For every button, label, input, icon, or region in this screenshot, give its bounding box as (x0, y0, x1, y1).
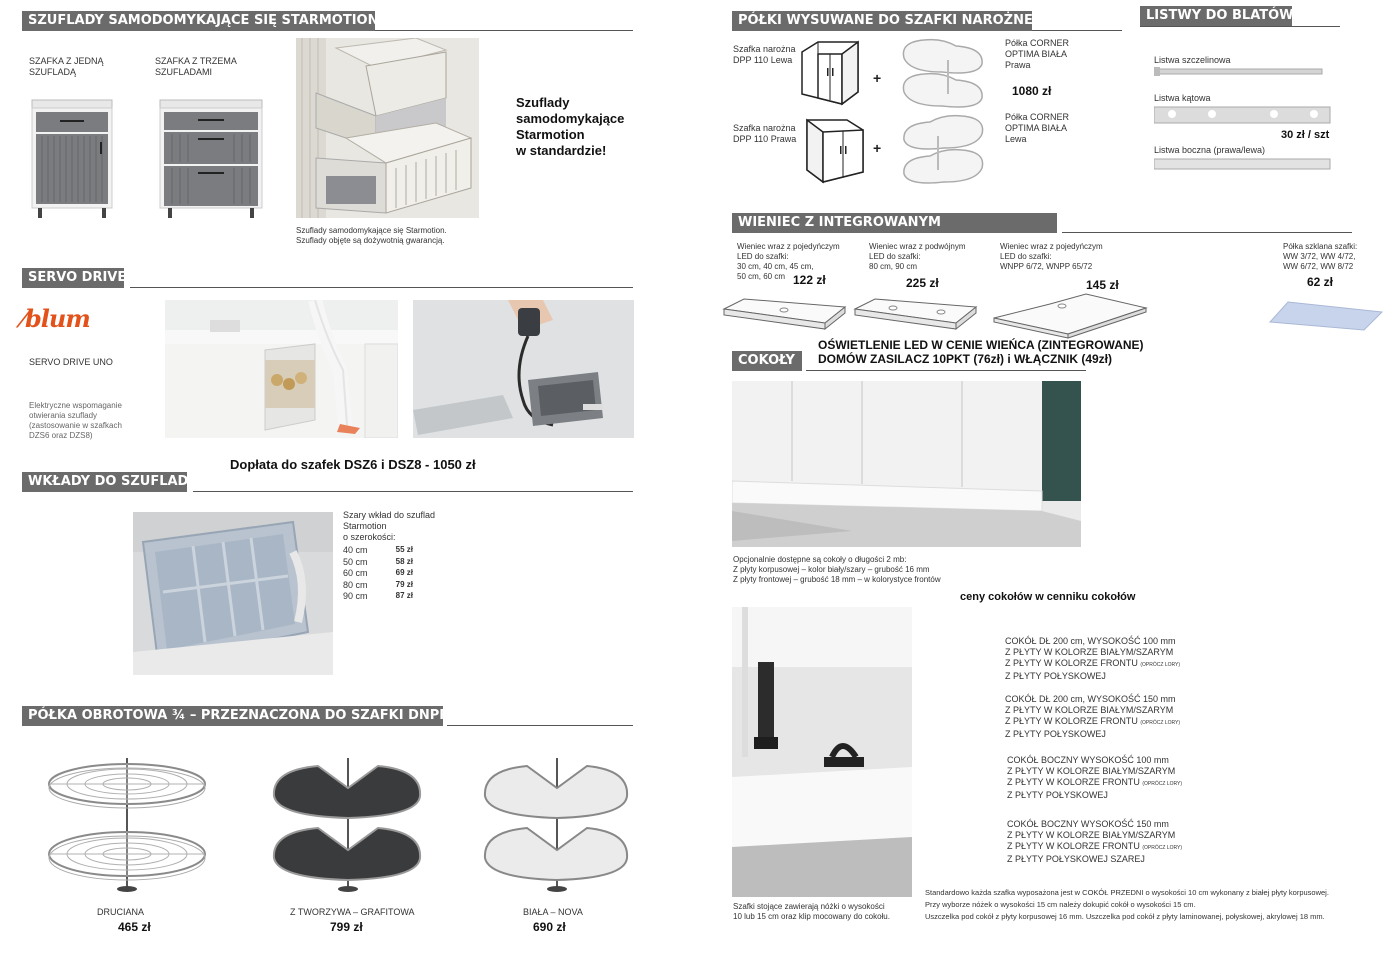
blum-logo (22, 304, 90, 333)
servo-surcharge: Dopłata do szafek DSZ6 i DSZ8 - 1050 zł (230, 457, 476, 472)
insert-price-row (343, 557, 413, 569)
carousel-white-label: BIAŁA – NOVA (523, 907, 583, 917)
servo-drive-description: Elektryczne wspomaganie otwierania szuflady (zastosowanie w szafkach DZS6 oraz DZS8) (29, 401, 122, 440)
insert-price-row (343, 580, 413, 592)
corner-shelf-price: 1080 zł (1012, 84, 1052, 98)
plinth-option (1007, 841, 1207, 854)
crown-single-led-price: 122 zł (793, 273, 826, 287)
carousel-wire-label: DRUCIANA (97, 907, 145, 917)
corner-cabinet-right-image (805, 118, 865, 186)
header-rule (375, 30, 633, 31)
section-header-szuflady: SZUFLADY SAMODOMYKAJĄCE SIĘ STARMOTION (22, 11, 375, 31)
plinth-option: Z PŁYTY POŁYSKOWEJ SZAREJ (1007, 854, 1145, 864)
servo-kitchen-photo (165, 300, 398, 438)
plinth-price-note: ceny cokołów w cenniku cokołów (960, 591, 1136, 603)
plinth-option: Z PŁYTY W KOLORZE BIAŁYM/SZARYM (1005, 705, 1174, 715)
section-header-wklady: WKŁADY DO SZUFLAD (22, 472, 187, 492)
plinth-group-title: COKÓŁ BOCZNY WYSOKOŚĆ 150 mm (1007, 819, 1169, 829)
starmotion-promo: Szuflady samodomykające Starmotion w standardzie! (516, 95, 625, 158)
plinth-option-exception: (OPRÓCZ LORY) (1140, 720, 1181, 726)
crown-double-led-desc: Wieniec wraz z podwójnym LED do szafki: 80 cm, 90 cm (869, 242, 966, 271)
insert-price-row (343, 591, 413, 603)
header-rule (130, 287, 633, 288)
servo-mechanism-photo (413, 300, 634, 438)
plinth-option: Z PŁYTY POŁYSKOWEJ (1005, 671, 1106, 681)
plinth-group (1007, 819, 1207, 865)
insert-price: 55 zł (395, 545, 413, 554)
header-rule (193, 491, 633, 492)
plinth-option: Z PŁYTY POŁYSKOWEJ (1007, 790, 1108, 800)
plinth-legs-photo (732, 607, 912, 897)
strip-corner-image (1154, 105, 1332, 125)
corner-cabinet-left-label: Szafka narożna DPP 110 Lewa (733, 44, 796, 65)
cabinet-one-drawer-label: SZAFKA Z JEDNĄ SZUFLADĄ (29, 56, 104, 77)
plinth-group-title: COKÓŁ DŁ 200 cm, WYSOKOŚĆ 150 mm (1005, 694, 1176, 704)
plinth-option (1005, 658, 1205, 671)
glass-shelf-image (1268, 298, 1384, 332)
carousel-graphite-image (268, 758, 426, 893)
carousel-graphite-label: Z TWORZYWA – GRAFITOWA (290, 907, 415, 917)
crown-corner-led-price: 145 zł (1086, 278, 1119, 292)
crown-single-led-desc: Wieniec wraz z pojedyńczym LED do szafki: 30 cm, 40 cm, 45 cm, 50 cm, 60 cm (737, 242, 840, 281)
carousel-wire-image (45, 758, 210, 893)
carousel-white-price: 690 zł (533, 920, 566, 934)
servo-drive-name: SERVO DRIVE UNO (29, 357, 113, 367)
strip-side-label: Listwa boczna (prawa/lewa) (1154, 145, 1266, 155)
carousel-graphite-price: 799 zł (330, 920, 363, 934)
plinth-option-text: Z PŁYTY W KOLORZE FRONTU (1007, 841, 1140, 851)
plinth-group (1007, 755, 1207, 801)
strip-corner-label: Listwa kątowa (1154, 93, 1211, 103)
plinth-option: Z PŁYTY W KOLORZE BIAŁYM/SZARYM (1007, 766, 1176, 776)
plinth-option-text: Z PŁYTY W KOLORZE FRONTU (1005, 716, 1138, 726)
strip-gap-image (1154, 67, 1324, 77)
header-rule (1062, 232, 1352, 233)
insert-size: 50 cm (343, 556, 368, 567)
insert-size: 80 cm (343, 579, 368, 590)
blum-logo-mark: ⁄ (22, 304, 26, 333)
glass-shelf-desc: Półka szklana szafki: WW 3/72, WW 4/72, WW 6/72, WW 8/72 (1283, 242, 1358, 271)
section-header-cokoly: COKOŁY (732, 351, 802, 371)
plinth-option (1007, 777, 1207, 790)
plinth-option-exception: (OPRÓCZ LORY) (1142, 845, 1183, 851)
insert-size: 40 cm (343, 545, 368, 555)
plinth-option: Z PŁYTY POŁYSKOWEJ (1005, 729, 1106, 739)
section-header-listwy: LISTWY DO BLATÓW (1140, 6, 1292, 26)
header-rule (1140, 26, 1340, 27)
section-header-polka-obrotowa: PÓŁKA OBROTOWA ¾ – PRZEZNACZONA DO SZAFKI DNPP 9 (22, 706, 443, 726)
header-rule (447, 725, 633, 726)
plus-sign: + (873, 140, 882, 156)
plinth-option-text: Z PŁYTY W KOLORZE FRONTU (1007, 777, 1140, 787)
plinth-option (1005, 716, 1205, 729)
carousel-wire-price: 465 zł (118, 920, 151, 934)
insert-price-row (343, 568, 413, 580)
corner-cabinet-left-image (800, 40, 860, 108)
strip-price: 30 zł / szt (1281, 129, 1330, 141)
insert-price-row (343, 545, 413, 557)
insert-price: 87 zł (395, 591, 413, 600)
plinth-option-exception: (OPRÓCZ LORY) (1142, 781, 1183, 787)
plinth-kitchen-photo (732, 381, 1081, 547)
cutlery-insert-photo (133, 512, 333, 675)
cabinet-three-drawers-label: SZAFKA Z TRZEMA SZUFLADAMI (155, 56, 237, 77)
corner-shelf-left-label: Półka CORNER OPTIMA BIAŁA Lewa (1005, 112, 1070, 144)
insert-price: 69 zł (395, 568, 413, 577)
cabinet-one-drawer-image (30, 98, 114, 220)
section-header-wieniec: WIENIEC Z INTEGROWANYM (732, 213, 1057, 233)
strip-gap-label: Listwa szczelinowa (1154, 55, 1231, 65)
plinth-legs-caption: Szafki stojące zawierają nóżki o wysokości 10 lub 15 cm oraz klip mocowany do cokołu. (733, 902, 890, 921)
plinth-option-text: Z PŁYTY W KOLORZE FRONTU (1005, 658, 1138, 668)
insert-description: Szary wkład do szuflad Starmotion o szerokości: (343, 510, 436, 542)
plinth-group-title: COKÓŁ DŁ 200 cm, WYSOKOŚĆ 100 mm (1005, 636, 1176, 646)
blum-logo-text: blum (25, 304, 90, 333)
plus-sign: + (873, 70, 882, 86)
crown-double-led-image (853, 295, 978, 335)
plinth-group (1005, 694, 1205, 740)
plinth-group-title: COKÓŁ BOCZNY WYSOKOŚĆ 100 mm (1007, 755, 1169, 765)
strip-side-image (1154, 157, 1332, 171)
starmotion-drawers-photo (296, 38, 479, 218)
glass-shelf-price: 62 zł (1307, 275, 1334, 289)
insert-size: 60 cm (343, 568, 368, 578)
corner-cabinet-right-label: Szafka narożna DPP 110 Prawa (733, 123, 797, 144)
plinth-option-exception: (OPRÓCZ LORY) (1140, 662, 1181, 668)
insert-price: 79 zł (395, 579, 413, 589)
led-note: OŚWIETLENIE LED W CENIE WIEŃCA (ZINTEGROWANE) DOMÓW ZASILACZ 10PKT (76zł) i WŁĄCZNIK (49zł) (818, 338, 1144, 366)
crown-corner-led-desc: Wieniec wraz z pojedyńczym LED do szafki: WNPP 6/72, WNPP 65/72 (1000, 242, 1103, 271)
crown-double-led-price: 225 zł (906, 276, 939, 290)
corner-shelf-right-image (898, 36, 988, 112)
section-header-polki-wysuwane: PÓŁKI WYSUWANE DO SZAFKI NAROŻNEJ (732, 11, 1032, 31)
starmotion-caption: Szuflady samodomykające się Starmotion. Szuflady objęte są dożywotnią gwarancją. (296, 226, 447, 245)
plinth-option: Z PŁYTY W KOLORZE BIAŁYM/SZARYM (1007, 830, 1176, 840)
cabinet-three-drawers-image (158, 98, 264, 220)
crown-single-led-image (722, 295, 847, 335)
insert-price: 58 zł (395, 556, 413, 566)
plinth-group (1005, 636, 1205, 682)
header-rule (1032, 30, 1122, 31)
header-rule (806, 370, 1086, 371)
plinth-option: Z PŁYTY W KOLORZE BIAŁYM/SZARYM (1005, 647, 1174, 657)
insert-size: 90 cm (343, 591, 368, 601)
crown-corner-led-image (990, 290, 1150, 340)
carousel-white-image (479, 758, 633, 893)
corner-shelf-left-image (898, 112, 988, 188)
plinth-standard-note: Standardowo każda szafka wyposażona jest w COKÓŁ PRZEDNI o wysokości 10 cm wykonany z białej płyty korpusowej. Przy wyborze nóżek o wysokości 15 cm należy dokupić cokół o wysokości 15 cm. Uszczelka pod cokół z płyty korpusowej 16 mm. Uszczelka pod cokół z płyty laminowanej, połyskowej, akrylowej 18 mm. (925, 888, 1329, 921)
corner-shelf-right-label: Półka CORNER OPTIMA BIAŁA Prawa (1005, 38, 1070, 70)
insert-price-list (343, 545, 413, 603)
section-header-servo: SERVO DRIVE (22, 268, 124, 288)
plinth-caption: Opcjonalnie dostępne są cokoły o długości 2 mb: Z płyty korpusowej – kolor biały/szary – grubość 16 mm Z płyty frontowej – grubość 18 mm – w kolorystyce frontów (733, 555, 941, 584)
